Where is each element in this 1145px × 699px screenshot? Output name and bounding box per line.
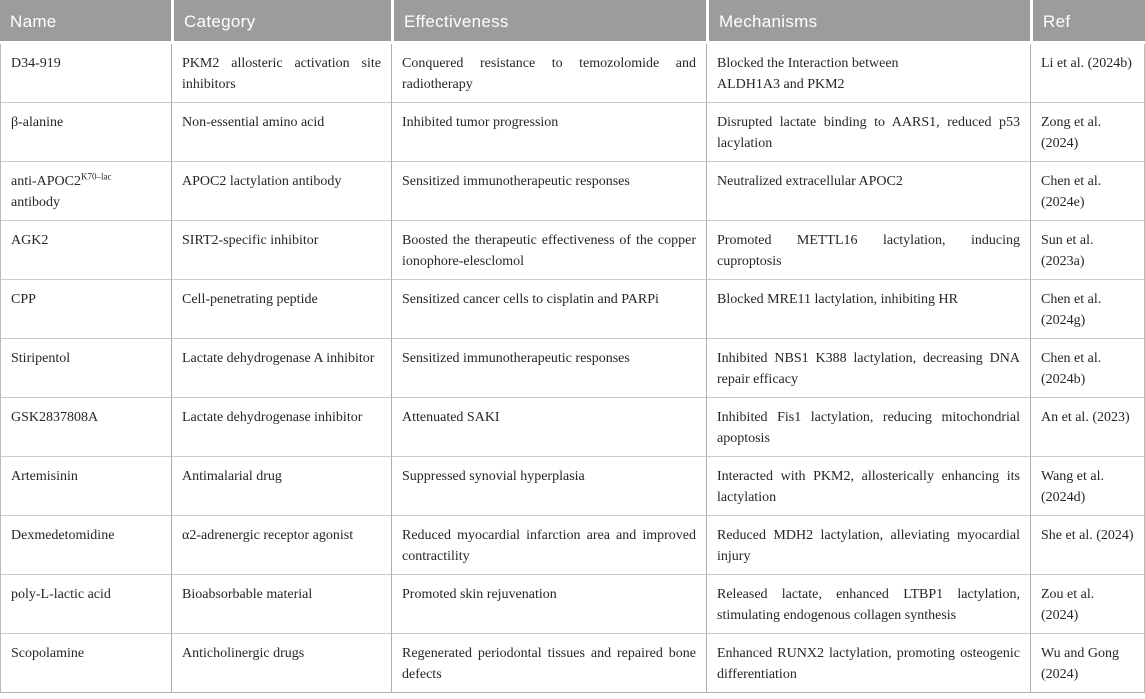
cell-effectiveness: Inhibited tumor progression [391, 103, 706, 162]
table-row [0, 634, 1145, 693]
table-row [0, 280, 1145, 339]
cell-category: Lactate dehydrogenase inhibitor [171, 398, 391, 457]
cell-ref: Wang et al. (2024d) [1030, 457, 1145, 516]
cell-ref: Li et al. (2024b) [1030, 44, 1145, 103]
table-row [0, 457, 1145, 516]
table-body [0, 44, 1145, 693]
cell-category: Cell-penetrating peptide [171, 280, 391, 339]
cell-name: Artemisinin [0, 457, 171, 516]
cell-mechanisms: Blocked the Interaction between ALDH1A3 and PKM2 [706, 44, 1030, 103]
cell-effectiveness: Sensitized immunotherapeutic responses [391, 162, 706, 221]
cell-mechanisms: Neutralized extracellular APOC2 [706, 162, 1030, 221]
cell-ref: An et al. (2023) [1030, 398, 1145, 457]
column-header-ref: Ref [1030, 0, 1145, 44]
cell-category: APOC2 lactylation antibody [171, 162, 391, 221]
cell-effectiveness: Sensitized immunotherapeutic responses [391, 339, 706, 398]
cell-ref: Chen et al. (2024b) [1030, 339, 1145, 398]
cell-mechanisms: Enhanced RUNX2 lactylation, promoting osteogenic differentiation [706, 634, 1030, 693]
table-row [0, 516, 1145, 575]
column-header-name: Name [0, 0, 171, 44]
cell-ref: Chen et al. (2024e) [1030, 162, 1145, 221]
table-row [0, 339, 1145, 398]
cell-name: Stiripentol [0, 339, 171, 398]
cell-name: β-alanine [0, 103, 171, 162]
cell-name: poly-L-lactic acid [0, 575, 171, 634]
cell-effectiveness: Reduced myocardial infarction area and improved contractility [391, 516, 706, 575]
cell-effectiveness: Regenerated periodontal tissues and repaired bone defects [391, 634, 706, 693]
column-header-mechanisms: Mechanisms [706, 0, 1030, 44]
cell-effectiveness: Suppressed synovial hyperplasia [391, 457, 706, 516]
cell-category: Anticholinergic drugs [171, 634, 391, 693]
cell-name: anti-$APOC2^{K70-lac}$ antibody [0, 162, 171, 221]
cell-mechanisms: Promoted METTL16 lactylation, inducing cuproptosis [706, 221, 1030, 280]
cell-effectiveness: Conquered resistance to temozolomide and radiotherapy [391, 44, 706, 103]
cell-ref: She et al. (2024) [1030, 516, 1145, 575]
cell-mechanisms: Interacted with PKM2, allosterically enhancing its lactylation [706, 457, 1030, 516]
cell-category: Antimalarial drug [171, 457, 391, 516]
table-header-row [0, 0, 1145, 44]
cell-name: CPP [0, 280, 171, 339]
cell-name: Scopolamine [0, 634, 171, 693]
cell-category: Lactate dehydrogenase A inhibitor [171, 339, 391, 398]
cell-ref: Sun et al. (2023a) [1030, 221, 1145, 280]
column-header-category: Category [171, 0, 391, 44]
superscript-label: K70–lac [81, 171, 112, 182]
cell-mechanisms: Inhibited NBS1 K388 lactylation, decreasing DNA repair efficacy [706, 339, 1030, 398]
cell-name: Dexmedetomidine [0, 516, 171, 575]
cell-ref: Zong et al. (2024) [1030, 103, 1145, 162]
table-row [0, 221, 1145, 280]
table-row [0, 575, 1145, 634]
table-row [0, 44, 1145, 103]
cell-category: Bioabsorbable material [171, 575, 391, 634]
cell-mechanisms: Released lactate, enhanced LTBP1 lactylation, stimulating endogenous collagen synthesis [706, 575, 1030, 634]
table-row [0, 162, 1145, 221]
cell-name: D34-919 [0, 44, 171, 103]
cell-ref: Zou et al. (2024) [1030, 575, 1145, 634]
cell-effectiveness: Sensitized cancer cells to cisplatin and PARPi [391, 280, 706, 339]
cell-name: AGK2 [0, 221, 171, 280]
cell-ref: Chen et al. (2024g) [1030, 280, 1145, 339]
cell-category: Non-essential amino acid [171, 103, 391, 162]
column-header-effectiveness: Effectiveness [391, 0, 706, 44]
table-row [0, 103, 1145, 162]
cell-effectiveness: Boosted the therapeutic effectiveness of the copper ionophore-elesclomol [391, 221, 706, 280]
cell-category: PKM2 allosteric activation site inhibitors [171, 44, 391, 103]
cell-category: α2-adrenergic receptor agonist [171, 516, 391, 575]
cell-name: GSK2837808A [0, 398, 171, 457]
cell-effectiveness: Attenuated SAKI [391, 398, 706, 457]
cell-mechanisms: Blocked MRE11 lactylation, inhibiting HR [706, 280, 1030, 339]
cell-mechanisms: Reduced MDH2 lactylation, alleviating myocardial injury [706, 516, 1030, 575]
table-row [0, 398, 1145, 457]
cell-ref: Wu and Gong (2024) [1030, 634, 1145, 693]
cell-mechanisms: Disrupted lactate binding to AARS1, reduced p53 lacylation [706, 103, 1030, 162]
cell-mechanisms: Inhibited Fis1 lactylation, reducing mitochondrial apoptosis [706, 398, 1030, 457]
cell-category: SIRT2-specific inhibitor [171, 221, 391, 280]
cell-effectiveness: Promoted skin rejuvenation [391, 575, 706, 634]
